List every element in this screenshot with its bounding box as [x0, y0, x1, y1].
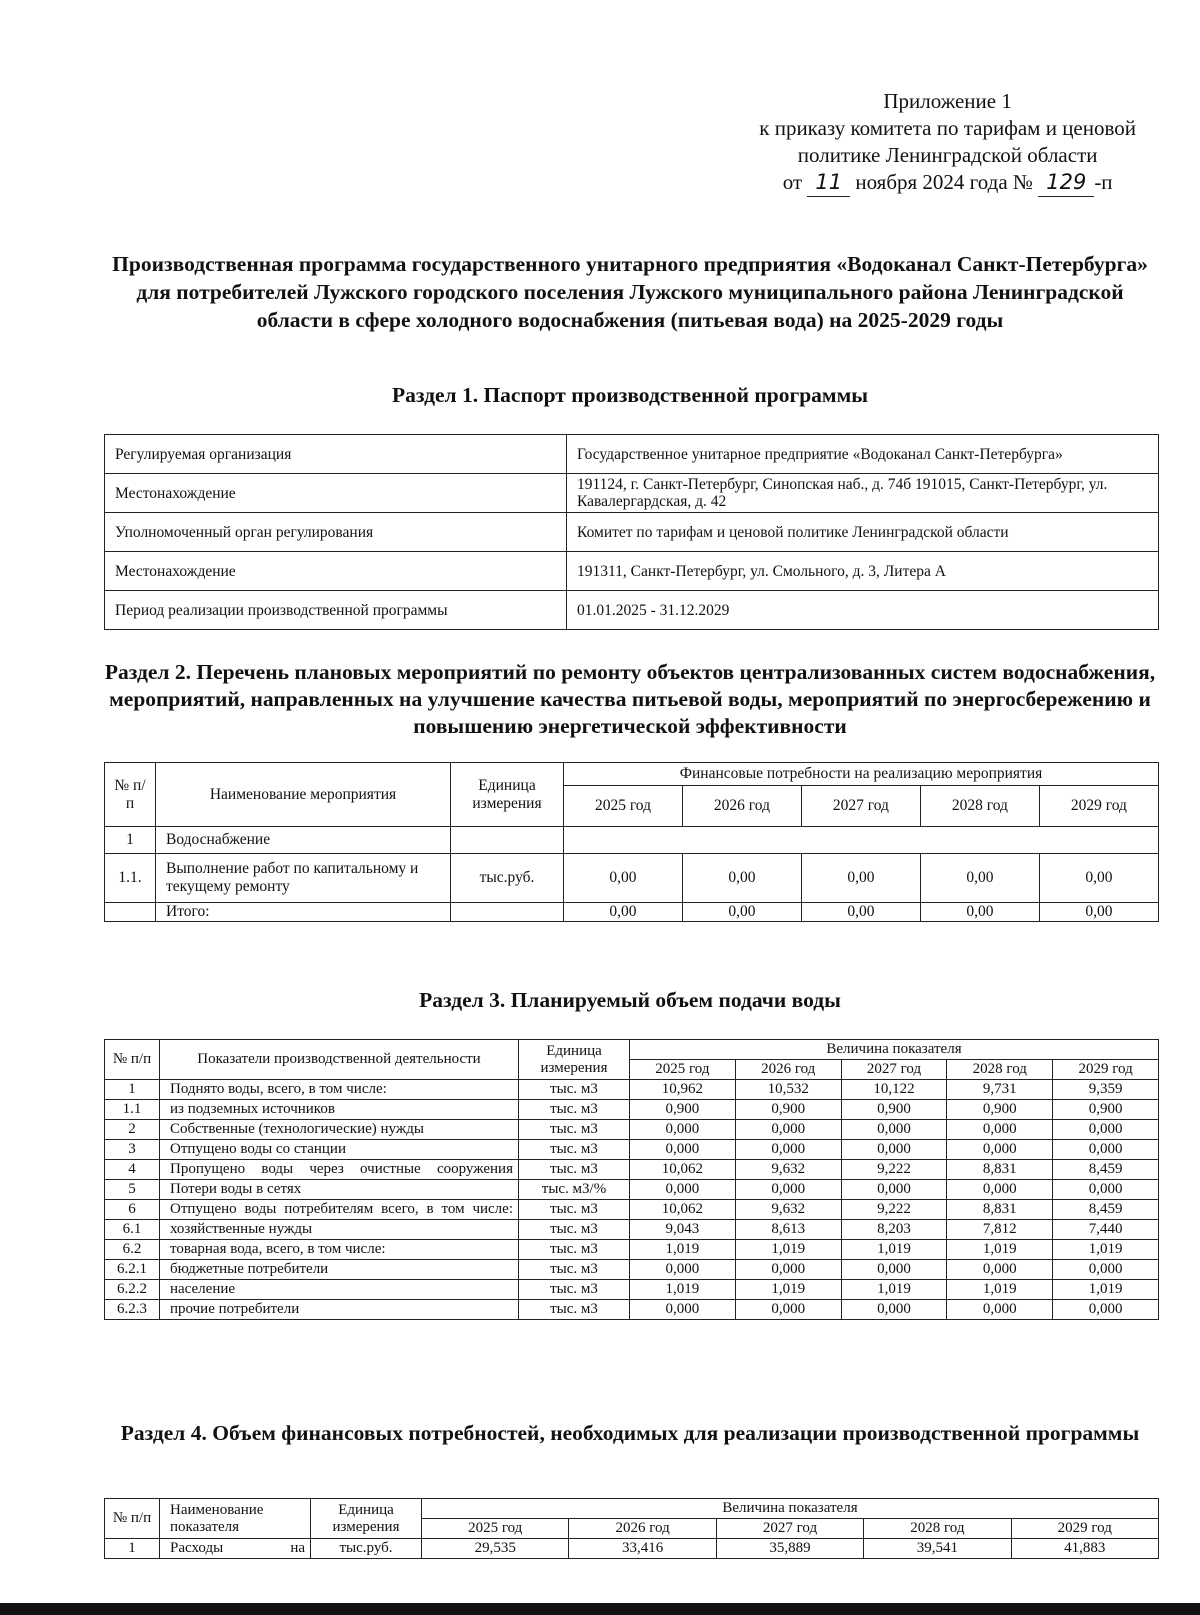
- handwritten-day: 11: [807, 169, 850, 197]
- cell-value: 0,000: [1053, 1300, 1159, 1320]
- table-header-row: [105, 763, 1159, 786]
- cell-value: 9,043: [630, 1220, 736, 1240]
- col-header-group: Финансовые потребности на реализацию мероприятия: [564, 763, 1159, 786]
- table-row: [105, 474, 1159, 513]
- appendix-line-3: политике Ленинградской области: [797, 143, 1098, 167]
- cell-value: 0,000: [735, 1300, 841, 1320]
- cell-num: 6: [105, 1200, 160, 1220]
- cell-value: 0,000: [841, 1300, 947, 1320]
- cell-value: 10,532: [735, 1080, 841, 1100]
- col-header-year: 2027 год: [716, 1519, 863, 1539]
- appendix-line-2: к приказу комитета по тарифам и ценовой: [759, 116, 1136, 140]
- cell-num: 4: [105, 1160, 160, 1180]
- cell-unit: тыс. м3: [519, 1260, 630, 1280]
- section-1-title: Раздел 1. Паспорт производственной программы: [391, 383, 869, 407]
- col-header-year: 2025 год: [564, 786, 683, 827]
- cell-value: 1,019: [630, 1240, 736, 1260]
- cell-value: 8,459: [1053, 1160, 1159, 1180]
- table-row: [105, 1180, 1159, 1200]
- cell-value: 0,000: [630, 1300, 736, 1320]
- cell-value: 0,000: [947, 1260, 1053, 1280]
- cell-value: 0,00: [801, 854, 920, 903]
- cell-value: 8,831: [947, 1160, 1053, 1180]
- cell-value: 0,900: [841, 1100, 947, 1120]
- passport-label: Местонахождение: [105, 474, 567, 513]
- table-row: [105, 1300, 1159, 1320]
- col-header-unit: Единица измерения: [451, 763, 564, 827]
- cell-unit: тыс. м3: [519, 1120, 630, 1140]
- col-header-num: № п/п: [105, 1499, 160, 1539]
- table-row: [105, 552, 1159, 591]
- col-header-group: Величина показателя: [422, 1499, 1159, 1519]
- cell-num: 1: [105, 1539, 160, 1559]
- cell-unit: тыс. м3: [519, 1100, 630, 1120]
- cell-unit: [451, 903, 564, 922]
- cell-value: 1,019: [841, 1240, 947, 1260]
- cell-value: 1,019: [1053, 1240, 1159, 1260]
- col-header-name: Показатели производственной деятельности: [160, 1040, 519, 1080]
- col-header-num: № п/п: [105, 763, 156, 827]
- cell-value: 0,000: [841, 1140, 947, 1160]
- table-total-row: [105, 903, 1159, 922]
- date-prefix: от: [782, 170, 803, 194]
- cell-value: 1,019: [630, 1280, 736, 1300]
- table-row: [105, 1140, 1159, 1160]
- passport-table: [104, 434, 1159, 630]
- cell-value: 7,812: [947, 1220, 1053, 1240]
- cell-value: 29,535: [422, 1539, 569, 1559]
- cell-value: 8,459: [1053, 1200, 1159, 1220]
- handwritten-number: 129: [1038, 169, 1094, 197]
- cell-num: 3: [105, 1140, 160, 1160]
- cell-value: 0,00: [564, 854, 683, 903]
- table-header-row: [105, 1499, 1159, 1519]
- cell-num: [105, 903, 156, 922]
- col-header-name: Наименование показателя: [160, 1499, 311, 1539]
- section-3-title: Раздел 3. Планируемый объем подачи воды: [419, 988, 841, 1012]
- passport-value: 191311, Санкт-Петербург, ул. Смольного, д. 3, Литера А: [567, 552, 1159, 591]
- cell-unit: тыс. м3: [519, 1240, 630, 1260]
- passport-value: 191124, г. Санкт-Петербург, Синопская наб., д. 74б 191015, Санкт-Петербург, ул. Кавалергардская, д. 42: [567, 474, 1159, 513]
- cell-name: товарная вода, всего, в том числе:: [160, 1240, 519, 1260]
- cell-value: 9,632: [735, 1200, 841, 1220]
- measures-table: [104, 762, 1159, 922]
- table-row: [105, 1160, 1159, 1180]
- table-header-row: [105, 1040, 1159, 1060]
- water-supply-table: [104, 1039, 1159, 1320]
- cell-num: 6.2.1: [105, 1260, 160, 1280]
- col-header-year: 2028 год: [920, 786, 1039, 827]
- cell-value: 0,00: [920, 903, 1039, 922]
- cell-num: 6.2.3: [105, 1300, 160, 1320]
- cell-num: 6.2.2: [105, 1280, 160, 1300]
- passport-value: 01.01.2025 - 31.12.2029: [567, 591, 1159, 630]
- cell-name: Собственные (технологические) нужды: [160, 1120, 519, 1140]
- col-header-year: 2028 год: [864, 1519, 1011, 1539]
- cell-value: 0,000: [947, 1300, 1053, 1320]
- cell-value: 39,541: [864, 1539, 1011, 1559]
- table-row: [105, 1220, 1159, 1240]
- cell-num: 1.1.: [105, 854, 156, 903]
- col-header-unit: Единица измерения: [311, 1499, 422, 1539]
- cell-name: бюджетные потребители: [160, 1260, 519, 1280]
- cell-num: 1.1: [105, 1100, 160, 1120]
- cell-unit: тыс. м3: [519, 1160, 630, 1180]
- cell-value: 9,731: [947, 1080, 1053, 1100]
- table-row: [105, 1539, 1159, 1559]
- passport-label: Регулируемая организация: [105, 435, 567, 474]
- table-row: [105, 827, 1159, 854]
- financial-needs-table: [104, 1498, 1159, 1559]
- cell-value: 0,000: [841, 1260, 947, 1280]
- col-header-year: 2028 год: [947, 1060, 1053, 1080]
- cell-value: 0,000: [735, 1260, 841, 1280]
- cell-value: 10,962: [630, 1080, 736, 1100]
- cell-value: 35,889: [716, 1539, 863, 1559]
- passport-label: Местонахождение: [105, 552, 567, 591]
- cell-value: 10,062: [630, 1160, 736, 1180]
- col-header-year: 2029 год: [1011, 1519, 1158, 1539]
- table-row: [105, 1240, 1159, 1260]
- table-row: [105, 1080, 1159, 1100]
- appendix-line-1: Приложение 1: [883, 89, 1012, 113]
- cell-value: 0,00: [1039, 903, 1158, 922]
- cell-value: 0,900: [947, 1100, 1053, 1120]
- col-header-num: № п/п: [105, 1040, 160, 1080]
- table-row: [105, 1280, 1159, 1300]
- cell-value: 1,019: [735, 1240, 841, 1260]
- table-row: [105, 1100, 1159, 1120]
- cell-name: [160, 1539, 311, 1559]
- col-header-year: 2026 год: [682, 786, 801, 827]
- cell-value: 0,000: [1053, 1180, 1159, 1200]
- cell-value: 8,203: [841, 1220, 947, 1240]
- cell-value: 33,416: [569, 1539, 716, 1559]
- cell-value: 1,019: [947, 1280, 1053, 1300]
- passport-label: Период реализации производственной программы: [105, 591, 567, 630]
- cell-value: 8,613: [735, 1220, 841, 1240]
- cell-value: 0,000: [1053, 1140, 1159, 1160]
- cell-num: 2: [105, 1120, 160, 1140]
- cell-value: 7,440: [1053, 1220, 1159, 1240]
- cell-value: 1,019: [841, 1280, 947, 1300]
- cell-value: 0,000: [630, 1180, 736, 1200]
- cell-value: 0,000: [630, 1140, 736, 1160]
- passport-label: Уполномоченный орган регулирования: [105, 513, 567, 552]
- cell-value: 1,019: [947, 1240, 1053, 1260]
- cell-num: 1: [105, 827, 156, 854]
- col-header-year: 2027 год: [841, 1060, 947, 1080]
- cell-name: прочие потребители: [160, 1300, 519, 1320]
- cell-unit: тыс. м3: [519, 1080, 630, 1100]
- cell-name-part: на: [290, 1540, 305, 1556]
- cell-value: 9,359: [1053, 1080, 1159, 1100]
- section-4-title: Раздел 4. Объем финансовых потребностей, необходимых для реализации производственной программы: [120, 1421, 1140, 1445]
- table-row: [105, 854, 1159, 903]
- cell-value: 0,000: [1053, 1120, 1159, 1140]
- passport-value: Комитет по тарифам и ценовой политике Ленинградской области: [567, 513, 1159, 552]
- col-header-year: 2025 год: [422, 1519, 569, 1539]
- cell-unit: тыс. м3: [519, 1300, 630, 1320]
- cell-value: 0,000: [630, 1260, 736, 1280]
- cell-value: 0,000: [735, 1120, 841, 1140]
- col-header-year: 2029 год: [1053, 1060, 1159, 1080]
- number-suffix: -п: [1094, 170, 1113, 194]
- cell-name-wrap: [170, 1540, 305, 1557]
- cell-value: 1,019: [735, 1280, 841, 1300]
- cell-value: 10,122: [841, 1080, 947, 1100]
- month-year: ноября 2024 года №: [855, 170, 1033, 194]
- col-header-group: Величина показателя: [630, 1040, 1159, 1060]
- cell-value: 9,632: [735, 1160, 841, 1180]
- cell-value: 0,00: [920, 854, 1039, 903]
- col-header-year: 2027 год: [801, 786, 920, 827]
- cell-value: 0,00: [682, 903, 801, 922]
- cell-value: 0,00: [682, 854, 801, 903]
- cell-value: 0,00: [801, 903, 920, 922]
- cell-unit: тыс. м3: [519, 1220, 630, 1240]
- table-row: [105, 1260, 1159, 1280]
- cell-name: Потери воды в сетях: [160, 1180, 519, 1200]
- cell-name: Поднято воды, всего, в том числе:: [160, 1080, 519, 1100]
- cell-empty: [564, 827, 1159, 854]
- cell-value: 8,831: [947, 1200, 1053, 1220]
- cell-name: Итого:: [156, 903, 451, 922]
- cell-value: 0,000: [630, 1120, 736, 1140]
- cell-num: 6.2: [105, 1240, 160, 1260]
- cell-name: Водоснабжение: [156, 827, 451, 854]
- cell-num: 5: [105, 1180, 160, 1200]
- cell-num: 6.1: [105, 1220, 160, 1240]
- cell-unit: тыс. м3: [519, 1280, 630, 1300]
- cell-value: 0,000: [841, 1120, 947, 1140]
- cell-name: население: [160, 1280, 519, 1300]
- cell-value: 0,000: [947, 1120, 1053, 1140]
- table-row: [105, 1120, 1159, 1140]
- cell-value: 0,900: [1053, 1100, 1159, 1120]
- cell-unit: тыс.руб.: [451, 854, 564, 903]
- cell-value: 1,019: [1053, 1280, 1159, 1300]
- cell-name: Пропущено воды через очистные сооружения: [160, 1160, 519, 1180]
- cell-value: 0,900: [630, 1100, 736, 1120]
- cell-name: Выполнение работ по капитальному и текущему ремонту: [156, 854, 451, 903]
- col-header-unit: Единица измерения: [519, 1040, 630, 1080]
- cell-unit: [451, 827, 564, 854]
- cell-unit: тыс. м3: [519, 1200, 630, 1220]
- col-header-year: 2026 год: [735, 1060, 841, 1080]
- cell-name: Отпущено воды со станции: [160, 1140, 519, 1160]
- cell-name: хозяйственные нужды: [160, 1220, 519, 1240]
- cell-unit: тыс.руб.: [311, 1539, 422, 1559]
- cell-value: 0,00: [1039, 854, 1158, 903]
- cell-value: 0,000: [735, 1180, 841, 1200]
- cell-unit: тыс. м3: [519, 1140, 630, 1160]
- cell-value: 0,00: [564, 903, 683, 922]
- cell-num: 1: [105, 1080, 160, 1100]
- col-header-year: 2029 год: [1039, 786, 1158, 827]
- cell-value: 0,000: [1053, 1260, 1159, 1280]
- cell-name: Отпущено воды потребителям всего, в том числе:: [160, 1200, 519, 1220]
- cell-value: 0,000: [947, 1180, 1053, 1200]
- table-row: [105, 513, 1159, 552]
- cell-value: 9,222: [841, 1200, 947, 1220]
- cell-value: 0,000: [735, 1140, 841, 1160]
- col-header-name: Наименование мероприятия: [156, 763, 451, 827]
- cell-value: 0,000: [947, 1140, 1053, 1160]
- table-row: [105, 435, 1159, 474]
- cell-value: 9,222: [841, 1160, 947, 1180]
- passport-value: Государственное унитарное предприятие «Водоканал Санкт-Петербурга»: [567, 435, 1159, 474]
- section-2-title: Раздел 2. Перечень плановых мероприятий по ремонту объектов централизованных систем водоснабжения, мероприятий, направленных на улучшение качества питьевой воды, мероприятий по энергосбережению и повышению энергетической эффективности: [104, 660, 1156, 738]
- col-header-year: 2025 год: [630, 1060, 736, 1080]
- cell-unit: тыс. м3/%: [519, 1180, 630, 1200]
- cell-value: 0,900: [735, 1100, 841, 1120]
- cell-name-part: Расходы: [170, 1540, 224, 1556]
- table-row: [105, 591, 1159, 630]
- col-header-year: 2026 год: [569, 1519, 716, 1539]
- appendix-header: [759, 88, 1136, 197]
- cell-name: из подземных источников: [160, 1100, 519, 1120]
- cell-value: 10,062: [630, 1200, 736, 1220]
- table-row: [105, 1200, 1159, 1220]
- cell-value: 0,000: [841, 1180, 947, 1200]
- cell-value: 41,883: [1011, 1539, 1158, 1559]
- document-title: Производственная программа государственного унитарного предприятия «Водоканал Санкт-Петербурга» для потребителей Лужского городского поселения Лужского муниципального района Ленинградской области в сфере холодного водоснабжения (питьевая вода) на 2025-2029 годы: [112, 252, 1148, 332]
- scan-edge-bar: [0, 1603, 1200, 1615]
- appendix-date-line: [759, 169, 1136, 197]
